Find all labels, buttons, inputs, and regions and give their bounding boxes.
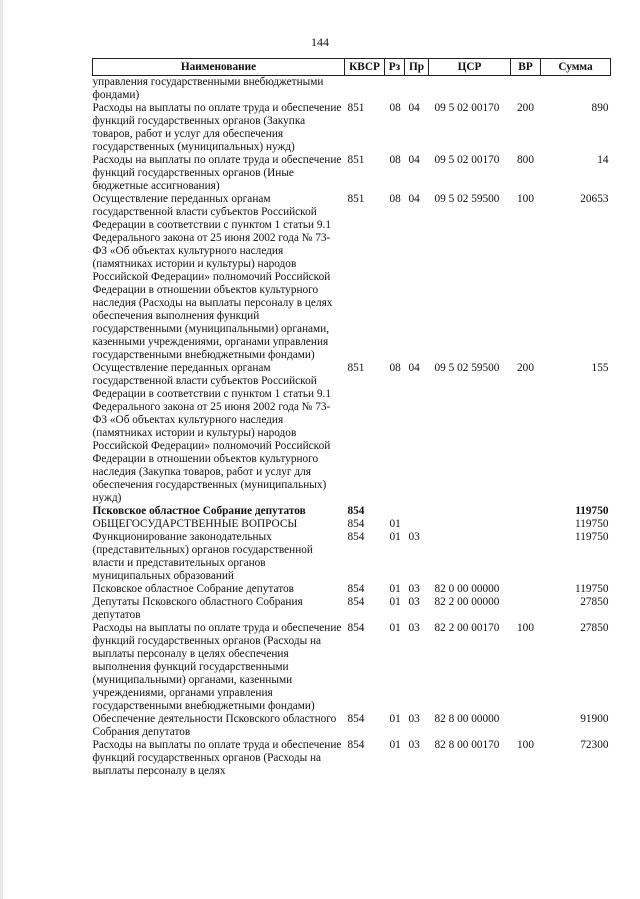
cell-csr: 82 8 00 00000 (434, 713, 500, 725)
cell-pr: 03 (408, 596, 420, 608)
table-row (93, 518, 611, 531)
cell-kvsr: 854 (347, 583, 365, 595)
cell-vr (511, 76, 541, 103)
budget-table (92, 58, 611, 778)
cell-sum: 890 (591, 102, 609, 114)
header-name: Наименование (93, 59, 345, 76)
cell-csr: 82 2 00 00000 (434, 596, 500, 608)
cell-name: Расходы на выплаты по оплате труда и обеспечение функций государственных органов (Иные бюджетные ассигнования) (92, 154, 342, 192)
table-row (93, 154, 611, 193)
cell-csr (429, 76, 511, 103)
cell-rz: 01 (389, 583, 401, 595)
cell-csr: 09 5 02 00170 (434, 154, 500, 166)
cell-vr: 800 (517, 154, 534, 166)
cell-vr: 100 (517, 622, 534, 634)
cell-kvsr: 851 (347, 193, 365, 205)
table-body (93, 76, 611, 779)
cell-csr: 82 2 00 00170 (434, 622, 500, 634)
cell-name: Расходы на выплаты по оплате труда и обеспечение функций государственных органов (Расходы на выплаты персоналу в целях обеспечения выполнения функций государственными (муниципальными) органами, казенными учреждениями, органами управления государственными внебюджетными фондами) (92, 622, 342, 712)
cell-sum: 119750 (575, 505, 609, 517)
cell-name: Осуществление переданных органам государственной власти субъектов Российской Федерации в соответствии с пунктом 1 статьи 9.1 Федерального закона от 25 июня 2002 года № 73-ФЗ «Об объектах культурного наследия (памятниках истории и культуры) народов Российской Федерации» полномочий Российской Федерации в отношении объектов культурного наследия (Закупка товаров, работ и услуг для обеспечения государственных (муниципальных) нужд) (92, 362, 331, 504)
cell-pr: 03 (408, 531, 420, 543)
table-row (93, 362, 611, 505)
cell-sum: 119750 (575, 531, 609, 543)
table-row (93, 583, 611, 596)
table-row (93, 622, 611, 713)
cell-pr (405, 76, 429, 103)
cell-rz: 01 (389, 518, 401, 530)
cell-vr (511, 518, 541, 531)
header-sum: Сумма (541, 59, 611, 76)
cell-kvsr: 854 (347, 622, 365, 634)
cell-csr: 09 5 02 59500 (434, 193, 500, 205)
cell-sum: 119750 (575, 518, 609, 530)
cell-rz: 01 (389, 596, 401, 608)
cell-name: Функционирование законодательных (представительных) органов государственной власти и представительных органов муниципальных образований (92, 531, 313, 582)
cell-kvsr (345, 76, 385, 103)
cell-name: Расходы на выплаты по оплате труда и обеспечение функций государственных органов (Закупка товаров, работ и услуг для обеспечения государственных (муниципальных) нужд) (92, 102, 342, 153)
cell-name: Псковское областное Собрание депутатов (92, 505, 306, 517)
cell-pr: 03 (408, 622, 420, 634)
cell-csr (429, 531, 511, 583)
cell-pr: 04 (408, 102, 420, 114)
table-row (93, 102, 611, 154)
cell-rz: 08 (389, 154, 401, 166)
cell-name: Псковское областное Собрание депутатов (92, 583, 294, 595)
cell-csr: 09 5 02 59500 (434, 362, 500, 374)
cell-kvsr: 854 (347, 531, 365, 543)
cell-csr (429, 518, 511, 531)
cell-pr: 03 (408, 739, 420, 751)
scan-edge (0, 0, 3, 899)
table-row (93, 596, 611, 622)
table-row (93, 713, 611, 739)
cell-vr: 100 (517, 193, 534, 205)
cell-sum: 20653 (580, 193, 609, 205)
cell-pr (405, 505, 429, 518)
cell-vr (511, 505, 541, 518)
cell-kvsr: 851 (347, 102, 365, 114)
cell-sum (541, 76, 611, 103)
cell-name: Осуществление переданных органам государственной власти субъектов Российской Федерации в соответствии с пунктом 1 статьи 9.1 Федерального закона от 25 июня 2002 года № 73-ФЗ «Об объектах культурного наследия (памятниках истории и культуры) народов Российской Федерации» полномочий Российской Федерации в отношении объектов культурного наследия (Расходы на выплаты персоналу в целях обеспечения выполнения функций государственными (муниципальными) органами, казенными учреждениями, органами управления государственными внебюджетными фондами) (92, 193, 333, 361)
cell-name: Расходы на выплаты по оплате труда и обеспечение функций государственных органов (Расходы на выплаты персоналу в целях (92, 739, 342, 777)
cell-csr: 82 0 00 00000 (434, 583, 500, 595)
cell-vr: 200 (517, 362, 534, 374)
cell-vr: 100 (517, 739, 534, 751)
cell-rz: 01 (389, 531, 401, 543)
cell-vr: 200 (517, 102, 534, 114)
cell-name: ОБЩЕГОСУДАРСТВЕННЫЕ ВОПРОСЫ (92, 518, 298, 530)
cell-sum: 27850 (580, 596, 609, 608)
table-row (93, 505, 611, 518)
cell-csr (429, 505, 511, 518)
cell-rz (385, 76, 405, 103)
cell-rz: 01 (389, 622, 401, 634)
cell-vr (511, 596, 541, 622)
cell-name: Обеспечение деятельности Псковского областного Собрания депутатов (92, 713, 337, 738)
cell-kvsr: 854 (347, 739, 365, 751)
cell-pr: 03 (408, 583, 420, 595)
cell-rz: 01 (389, 739, 401, 751)
cell-pr: 04 (408, 193, 420, 205)
cell-name: Депутаты Псковского областного Собрания депутатов (92, 596, 303, 621)
cell-sum: 27850 (580, 622, 609, 634)
header-csr: ЦСР (429, 59, 511, 76)
cell-sum: 14 (597, 154, 609, 166)
cell-pr: 04 (408, 154, 420, 166)
cell-vr (511, 583, 541, 596)
cell-pr: 03 (408, 713, 420, 725)
cell-csr: 82 8 00 00170 (434, 739, 500, 751)
cell-name: управления государственными внебюджетными фондами) (92, 76, 324, 101)
header-vr: ВР (511, 59, 541, 76)
cell-vr (511, 713, 541, 739)
cell-sum: 155 (591, 362, 609, 374)
cell-pr: 04 (408, 362, 420, 374)
table-row (93, 531, 611, 583)
cell-rz: 08 (389, 102, 401, 114)
cell-kvsr: 854 (347, 518, 365, 530)
page-number: 144 (311, 35, 329, 49)
table-header-row (93, 59, 611, 76)
cell-rz: 01 (389, 713, 401, 725)
cell-kvsr: 854 (347, 505, 365, 517)
table-row (93, 76, 611, 103)
cell-kvsr: 851 (347, 154, 365, 166)
table-row (93, 739, 611, 778)
cell-sum: 91900 (580, 713, 609, 725)
cell-rz (385, 505, 405, 518)
cell-rz: 08 (389, 193, 401, 205)
cell-csr: 09 5 02 00170 (434, 102, 500, 114)
cell-sum: 72300 (580, 739, 609, 751)
cell-kvsr: 851 (347, 362, 365, 374)
cell-kvsr: 854 (347, 713, 365, 725)
table-row (93, 193, 611, 362)
cell-vr (511, 531, 541, 583)
cell-kvsr: 854 (347, 596, 365, 608)
header-rz: Рз (385, 59, 405, 76)
cell-sum: 119750 (575, 583, 609, 595)
cell-pr (405, 518, 429, 531)
header-pr: Пр (405, 59, 429, 76)
header-kvsr: КВСР (345, 59, 385, 76)
cell-rz: 08 (389, 362, 401, 374)
